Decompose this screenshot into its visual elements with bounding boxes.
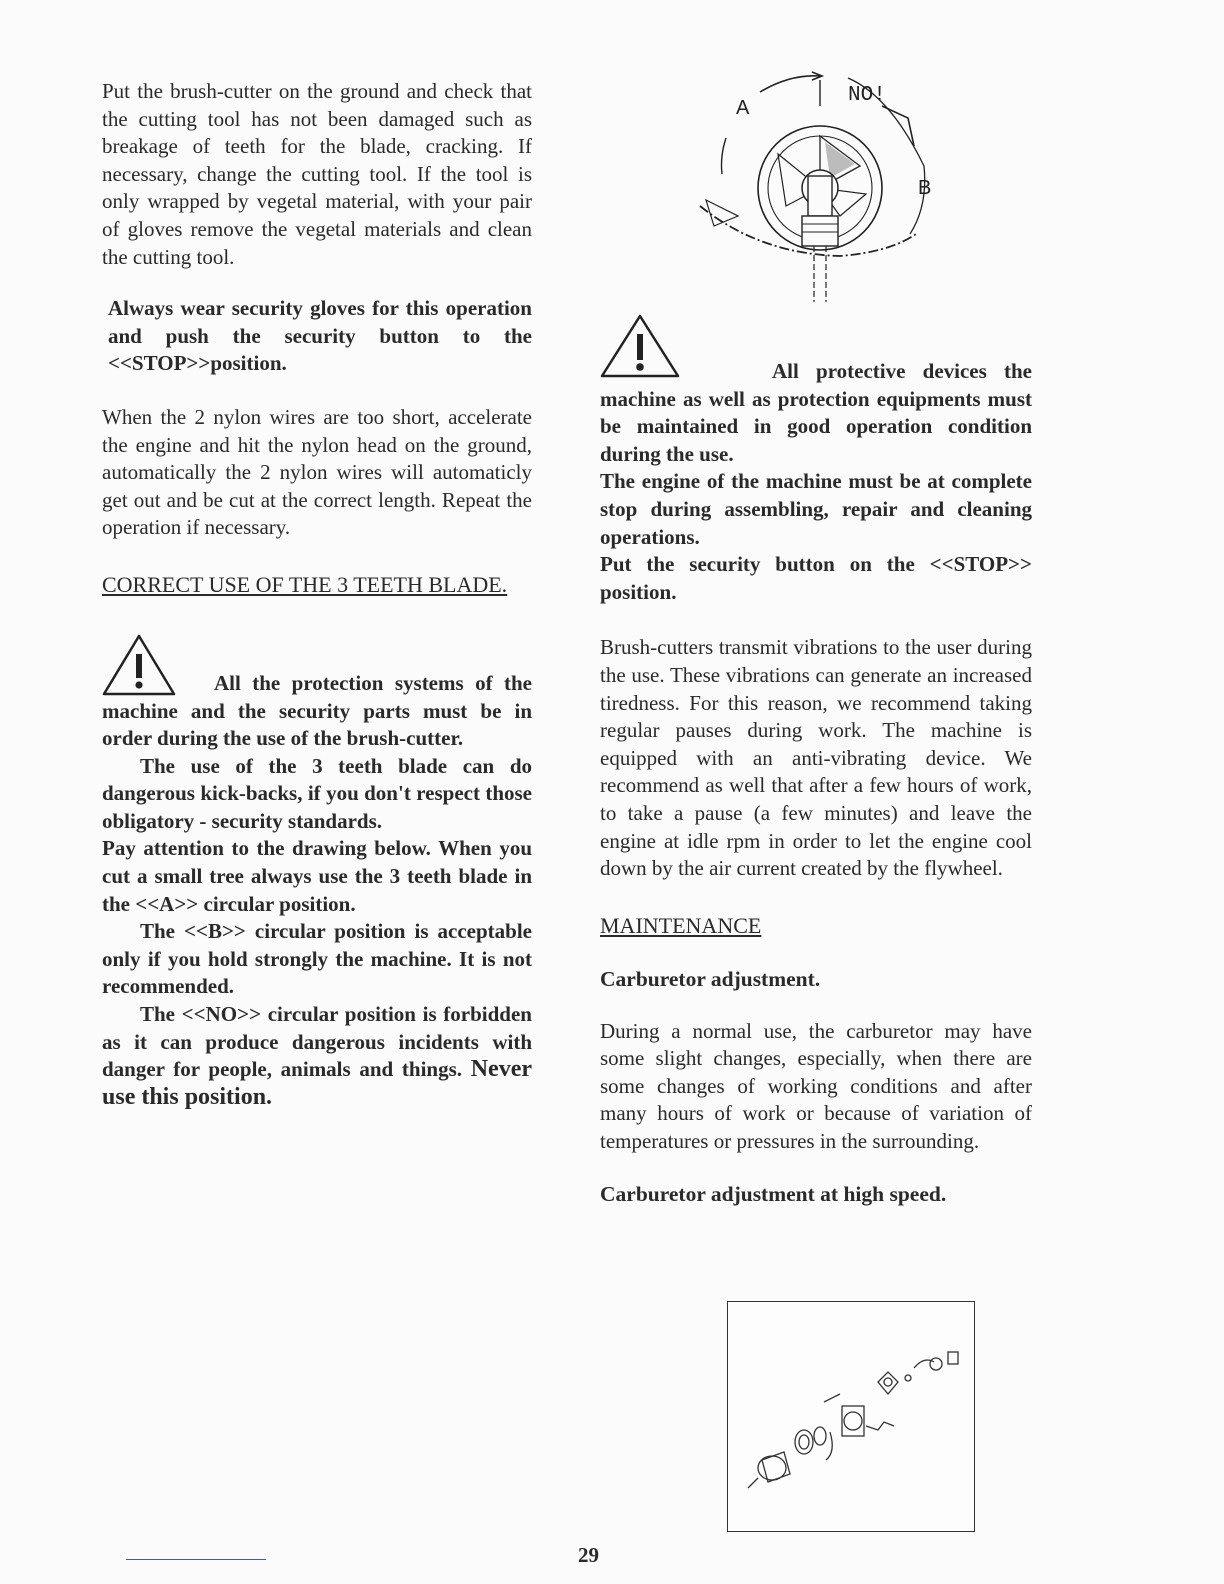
engine-stop-warning: The engine of the machine must be at complete stop during assembling, repair and cleaning operations. bbox=[600, 469, 1032, 549]
carburetor-adjustment-subheading: Carburetor adjustment. bbox=[600, 966, 821, 991]
page-number: 29 bbox=[578, 1543, 599, 1567]
kick-back-warning: The use of the 3 teeth blade can do dangerous kick-backs, if you don't respect those obligatory - security standards. bbox=[102, 753, 532, 833]
position-no-paragraph bbox=[102, 1001, 532, 1111]
label-b: B bbox=[918, 177, 932, 199]
check-tool-paragraph: Put the brush-cutter on the ground and check that the cutting tool has not been damaged such as breakage of teeth for the blade, cracking. If necessary, change the cutting tool. If the tool is only wrapped by vegetal material, with your pair of gloves remove the vegetal materials and clean the cutting tool. bbox=[102, 79, 532, 269]
protective-devices-warning: All protective devices the machine as well as protection equipments must be maintained in good operation condition during the use. bbox=[600, 359, 1032, 466]
carburetor-exploded-diagram bbox=[728, 1302, 974, 1531]
section-heading-3-teeth-blade: CORRECT USE OF THE 3 TEETH BLADE. bbox=[102, 571, 508, 597]
stop-position-warning: Put the security button on the <<STOP>> position. bbox=[600, 552, 1032, 604]
protection-systems-warning: All the protection systems of the machine and the security parts must be in order during the use of the brush-cutter. bbox=[102, 670, 532, 751]
carburetor-diagram-box bbox=[727, 1301, 975, 1532]
carburetor-paragraph: During a normal use, the carburetor may have some slight changes, especially, when there are some changes of working conditions and after many hours of work or because of variation of temperatures or pressures in the surrounding. bbox=[600, 1018, 1032, 1154]
high-speed-adjustment-subheading: Carburetor adjustment at high speed. bbox=[600, 1181, 947, 1206]
footer-rule bbox=[126, 1559, 266, 1560]
label-a: A bbox=[736, 97, 750, 119]
blade-position-diagram bbox=[690, 66, 940, 310]
left-column bbox=[102, 78, 532, 1111]
position-b-paragraph: The <<B>> circular position is acceptable only if you hold strongly the machine. It is not recommended. bbox=[102, 919, 532, 999]
gloves-warning: Always wear security gloves for this operation and push the security button to the <<STOP>>position. bbox=[108, 296, 532, 376]
vibrations-paragraph: Brush-cutters transmit vibrations to the user during the use. These vibrations can generate an increased tiredness. For this reason, we recommend taking regular pauses during work. The machine is equipped with an anti-vibrating device. We recommend as well that after a few hours of work, to take a pause (a few minutes) and leave the engine at idle rpm in order to let the engine cool down by the air current created by the flywheel. bbox=[600, 635, 1032, 881]
drawing-attention-paragraph: Pay attention to the drawing below. When you cut a small tree always use the 3 teeth blade in the <<A>> circular position. bbox=[102, 836, 532, 916]
section-heading-maintenance: MAINTENANCE bbox=[600, 912, 762, 938]
right-column bbox=[600, 314, 1032, 1207]
position-no-text: The <<NO>> circular position is forbidden as it can produce dangerous incidents with danger for people, animals and things. bbox=[102, 1002, 532, 1082]
never-use-text: Never use this position. bbox=[102, 1056, 533, 1110]
nylon-wires-paragraph: When the 2 nylon wires are too short, accelerate the engine and hit the nylon head on the ground, automatically the 2 nylon wires will automaticly get out and be cut at the correct length. Repeat the operation if necessary. bbox=[102, 404, 532, 540]
label-no: NO! bbox=[848, 84, 886, 107]
